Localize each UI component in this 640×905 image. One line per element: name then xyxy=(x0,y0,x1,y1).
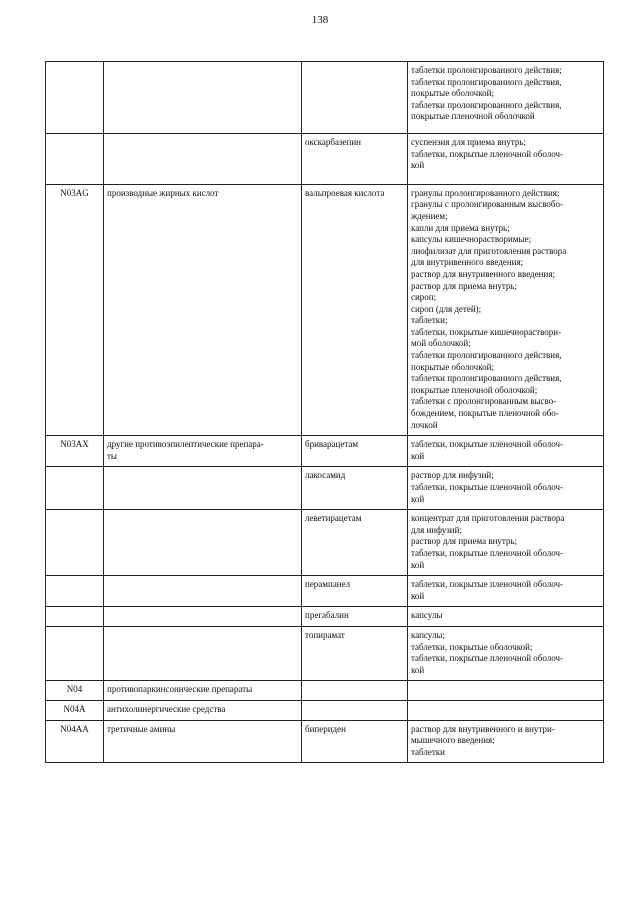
dosage-form-line: гранулы с пролонгированным высвобо- xyxy=(411,199,563,210)
drug-name-cell: перампанел xyxy=(302,576,408,607)
group-name-line: другие противоэпилептические препара- xyxy=(107,439,264,450)
atc-code-cell xyxy=(46,607,104,627)
table-row xyxy=(46,133,604,184)
dosage-form-line: лиофилизат для приготовления раствора xyxy=(411,245,567,256)
dosage-form-line: раствор для приема внутрь; xyxy=(411,280,518,291)
atc-code-cell xyxy=(46,62,104,134)
page-number: 138 xyxy=(311,14,329,26)
drug-name-cell: бриварацетам xyxy=(302,436,408,467)
drug-name-cell xyxy=(302,681,408,701)
drug-name-cell: топирамат xyxy=(302,626,408,680)
group-name-cell: третичные амины xyxy=(104,720,302,763)
drug-table xyxy=(45,61,604,763)
table-row xyxy=(46,62,604,134)
table-row xyxy=(46,510,604,576)
dosage-form-line: лочкой xyxy=(411,419,438,430)
atc-code-cell: N04AA xyxy=(46,720,104,763)
dosage-forms-cell xyxy=(408,133,604,184)
group-name-cell xyxy=(104,626,302,680)
dosage-form-line: таблетки, покрытые пленочной оболоч- xyxy=(411,547,563,558)
group-name-cell: противопаркинсонические препараты xyxy=(104,681,302,701)
dosage-form-line: таблетки пролонгированного действия, xyxy=(411,373,562,384)
atc-code-cell xyxy=(46,510,104,576)
dosage-form-line: таблетки, покрытые пленочной оболоч- xyxy=(411,653,563,664)
table-row xyxy=(46,700,604,720)
atc-code-cell xyxy=(46,576,104,607)
drug-name-cell xyxy=(302,700,408,720)
group-name-line: ты xyxy=(107,450,117,461)
drug-name-cell: окскарбазепин xyxy=(302,133,408,184)
dosage-form-line: таблетки пролонгированного действия, xyxy=(411,99,562,110)
dosage-form-line: таблетки с пролонгированным высво- xyxy=(411,396,557,407)
drug-name-cell: вальпроевая кислота xyxy=(302,184,408,435)
group-name-cell xyxy=(104,607,302,627)
group-name-cell xyxy=(104,510,302,576)
atc-code-cell xyxy=(46,626,104,680)
dosage-form-line: таблетки пролонгированного действия, xyxy=(411,76,562,87)
dosage-form-line: таблетки, покрытые оболочкой; xyxy=(411,641,533,652)
dosage-forms-cell xyxy=(408,62,604,134)
table-row xyxy=(46,720,604,763)
atc-code-cell: N04 xyxy=(46,681,104,701)
drug-name-cell: бипериден xyxy=(302,720,408,763)
dosage-forms-cell xyxy=(408,720,604,763)
dosage-form-line: таблетки; xyxy=(411,315,448,326)
atc-code-cell: N03AG xyxy=(46,184,104,435)
atc-code-cell xyxy=(46,467,104,510)
dosage-form-line: кой xyxy=(411,559,425,570)
dosage-form-line: раствор для инфузий; xyxy=(411,470,494,481)
dosage-form-line: раствор для внутривенного введения; xyxy=(411,268,555,279)
dosage-forms-cell xyxy=(408,436,604,467)
dosage-form-line: капсулы; xyxy=(411,629,445,640)
drug-name-cell xyxy=(302,62,408,134)
atc-code-cell: N03AX xyxy=(46,436,104,467)
dosage-form-line: сироп; xyxy=(411,292,437,303)
dosage-form-line: таблетки, покрытые пленочной оболоч- xyxy=(411,579,563,590)
group-name-cell xyxy=(104,436,302,467)
dosage-forms-cell xyxy=(408,700,604,720)
dosage-form-line: бождением, покрытые пленочной обо- xyxy=(411,408,559,419)
group-name-cell xyxy=(104,133,302,184)
table-row xyxy=(46,576,604,607)
table-row xyxy=(46,467,604,510)
group-name-cell: антихолинергические средства xyxy=(104,700,302,720)
dosage-form-line: таблетки пролонгированного действия; xyxy=(411,65,562,75)
drug-name-cell: прегабалин xyxy=(302,607,408,627)
dosage-form-line: сироп (для детей); xyxy=(411,303,482,314)
dosage-form-line: таблетки, покрытые пленочной оболоч- xyxy=(411,439,563,450)
dosage-form-line: суспензия для приема внутрь; xyxy=(411,136,526,147)
dosage-form-line: капли для приема внутрь; xyxy=(411,222,510,233)
dosage-form-line: покрытые пленочной оболочкой xyxy=(411,111,535,122)
drug-name-cell: лакосамид xyxy=(302,467,408,510)
dosage-form-line: таблетки, покрытые кишечнораствори- xyxy=(411,326,562,337)
dosage-form-line: кой xyxy=(411,590,425,601)
dosage-form-line: таблетки пролонгированного действия, xyxy=(411,350,562,361)
dosage-forms-cell xyxy=(408,681,604,701)
table-row xyxy=(46,184,604,435)
group-name-cell: производные жирных кислот xyxy=(104,184,302,435)
dosage-form-line: ждением; xyxy=(411,210,448,221)
dosage-form-line: кой xyxy=(411,160,425,171)
dosage-forms-cell xyxy=(408,510,604,576)
dosage-form-line: кой xyxy=(411,664,425,675)
dosage-form-line: раствор для внутривенного и внутри- xyxy=(411,723,555,734)
dosage-form-line: раствор для приема внутрь; xyxy=(411,536,518,547)
dosage-form-line: покрытые оболочкой; xyxy=(411,361,494,372)
drug-name-cell: леветирацетам xyxy=(302,510,408,576)
dosage-forms-cell xyxy=(408,607,604,627)
dosage-forms-cell xyxy=(408,576,604,607)
dosage-form-line: концентрат для приготовления раствора xyxy=(411,513,565,524)
dosage-form-line: гранулы пролонгированного действия; xyxy=(411,187,560,198)
group-name-cell xyxy=(104,576,302,607)
dosage-form-line: покрытые пленочной оболочкой; xyxy=(411,384,538,395)
table-row xyxy=(46,436,604,467)
dosage-form-line: покрытые оболочкой; xyxy=(411,88,494,99)
group-name-cell xyxy=(104,467,302,510)
group-name-cell xyxy=(104,62,302,134)
dosage-forms-cell xyxy=(408,467,604,510)
dosage-form-line: кой xyxy=(411,493,425,504)
dosage-form-line: капсулы кишечнорастворимые; xyxy=(411,234,532,245)
dosage-form-line: таблетки, покрытые пленочной оболоч- xyxy=(411,482,563,492)
table-row xyxy=(46,681,604,701)
dosage-form-line: мой оболочкой; xyxy=(411,338,471,349)
drug-table-body xyxy=(46,62,604,763)
dosage-forms-cell xyxy=(408,184,604,435)
dosage-form-line: для внутривенного введения; xyxy=(411,257,524,268)
atc-code-cell: N04A xyxy=(46,700,104,720)
dosage-form-line: таблетки, покрытые пленочной оболоч- xyxy=(411,148,563,159)
dosage-form-line: для инфузий; xyxy=(411,524,462,535)
dosage-form-line: таблетки xyxy=(411,746,446,757)
dosage-forms-cell xyxy=(408,626,604,680)
table-row xyxy=(46,607,604,627)
table-row xyxy=(46,626,604,680)
dosage-form-line: кой xyxy=(411,450,425,461)
dosage-form-line: капсулы xyxy=(411,610,443,621)
dosage-form-line: мышечного введения; xyxy=(411,735,495,746)
atc-code-cell xyxy=(46,133,104,184)
